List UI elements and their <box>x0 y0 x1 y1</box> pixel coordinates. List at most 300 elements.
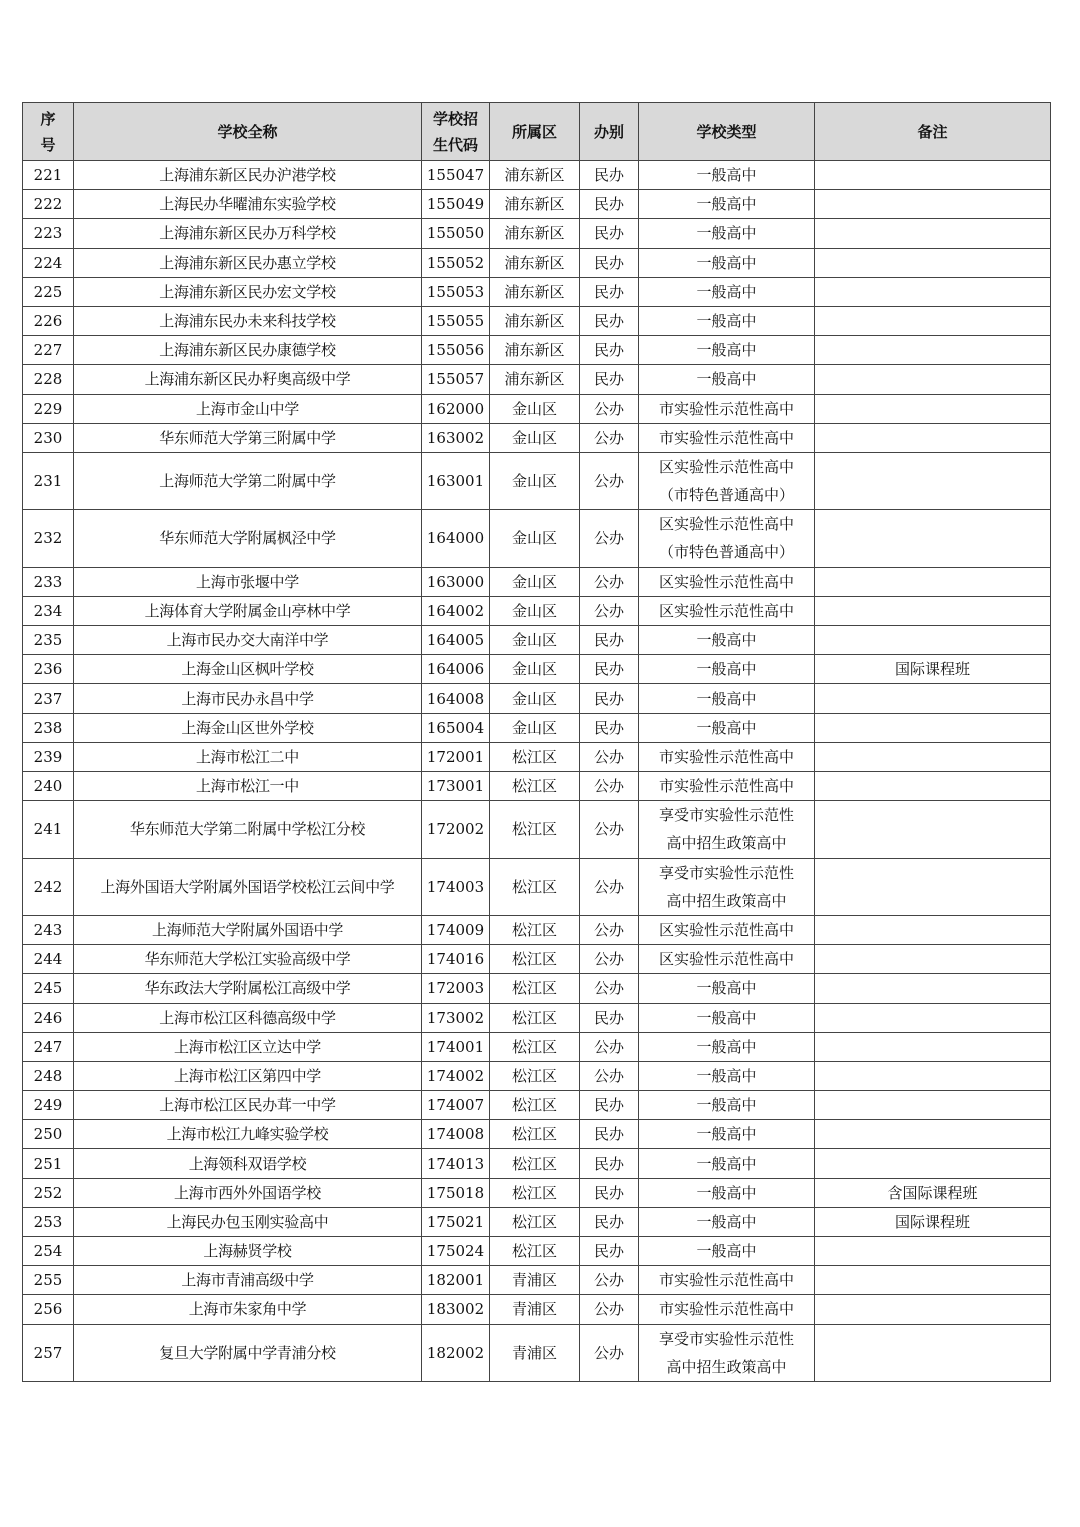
cell-seq: 243 <box>23 915 74 944</box>
cell-district: 松江区 <box>490 915 580 944</box>
header-district: 所属区 <box>490 103 580 161</box>
cell-type: 享受市实验性示范性 高中招生政策高中 <box>639 801 815 858</box>
cell-seq: 232 <box>23 510 74 567</box>
cell-district: 浦东新区 <box>490 277 580 306</box>
cell-ownership: 公办 <box>580 423 639 452</box>
cell-note <box>815 1091 1051 1120</box>
cell-note <box>815 452 1051 509</box>
cell-seq: 256 <box>23 1295 74 1324</box>
cell-district: 松江区 <box>490 1237 580 1266</box>
cell-seq: 221 <box>23 161 74 190</box>
cell-name: 上海师范大学第二附属中学 <box>74 452 422 509</box>
cell-code: 155047 <box>422 161 490 190</box>
cell-type: 区实验性示范性高中 <box>639 915 815 944</box>
cell-seq: 244 <box>23 945 74 974</box>
cell-note <box>815 1295 1051 1324</box>
table-row <box>23 510 1051 567</box>
cell-code: 182002 <box>422 1324 490 1381</box>
cell-seq: 223 <box>23 219 74 248</box>
cell-type: 区实验性示范性高中 <box>639 945 815 974</box>
cell-note <box>815 801 1051 858</box>
cell-seq: 254 <box>23 1237 74 1266</box>
cell-code: 174007 <box>422 1091 490 1120</box>
cell-note <box>815 1149 1051 1178</box>
cell-district: 松江区 <box>490 1061 580 1090</box>
cell-ownership: 民办 <box>580 190 639 219</box>
table-row <box>23 1120 1051 1149</box>
cell-code: 164002 <box>422 596 490 625</box>
cell-ownership: 公办 <box>580 1061 639 1090</box>
cell-type: 一般高中 <box>639 306 815 335</box>
cell-district: 松江区 <box>490 1120 580 1149</box>
cell-seq: 229 <box>23 394 74 423</box>
table-row <box>23 801 1051 858</box>
cell-seq: 248 <box>23 1061 74 1090</box>
cell-note <box>815 974 1051 1003</box>
cell-note <box>815 713 1051 742</box>
cell-note <box>815 684 1051 713</box>
cell-seq: 245 <box>23 974 74 1003</box>
cell-name: 华东师范大学第三附属中学 <box>74 423 422 452</box>
cell-type: 享受市实验性示范性 高中招生政策高中 <box>639 858 815 915</box>
school-table <box>22 102 1051 1382</box>
cell-name: 上海市松江二中 <box>74 742 422 771</box>
cell-note <box>815 306 1051 335</box>
cell-seq: 231 <box>23 452 74 509</box>
cell-seq: 249 <box>23 1091 74 1120</box>
table-row <box>23 219 1051 248</box>
cell-district: 金山区 <box>490 510 580 567</box>
cell-name: 上海师范大学附属外国语中学 <box>74 915 422 944</box>
cell-seq: 247 <box>23 1032 74 1061</box>
cell-type: 市实验性示范性高中 <box>639 423 815 452</box>
cell-seq: 230 <box>23 423 74 452</box>
table-row <box>23 1207 1051 1236</box>
cell-name: 上海市松江九峰实验学校 <box>74 1120 422 1149</box>
cell-ownership: 民办 <box>580 336 639 365</box>
cell-seq: 225 <box>23 277 74 306</box>
cell-note: 含国际课程班 <box>815 1178 1051 1207</box>
table-row <box>23 771 1051 800</box>
cell-note: 国际课程班 <box>815 655 1051 684</box>
cell-name: 上海浦东新区民办康德学校 <box>74 336 422 365</box>
table-row <box>23 1237 1051 1266</box>
cell-district: 松江区 <box>490 945 580 974</box>
cell-note <box>815 1032 1051 1061</box>
cell-district: 青浦区 <box>490 1266 580 1295</box>
cell-district: 浦东新区 <box>490 306 580 335</box>
cell-district: 松江区 <box>490 858 580 915</box>
cell-name: 上海市民办交大南洋中学 <box>74 626 422 655</box>
table-row <box>23 423 1051 452</box>
cell-ownership: 民办 <box>580 248 639 277</box>
cell-name: 华东师范大学附属枫泾中学 <box>74 510 422 567</box>
cell-name: 上海市松江区第四中学 <box>74 1061 422 1090</box>
cell-code: 155053 <box>422 277 490 306</box>
cell-seq: 242 <box>23 858 74 915</box>
cell-note <box>815 596 1051 625</box>
header-code: 学校招 生代码 <box>422 103 490 161</box>
cell-name: 上海金山区枫叶学校 <box>74 655 422 684</box>
cell-district: 松江区 <box>490 1091 580 1120</box>
table-row <box>23 365 1051 394</box>
cell-type: 一般高中 <box>639 1149 815 1178</box>
cell-district: 浦东新区 <box>490 336 580 365</box>
cell-code: 172001 <box>422 742 490 771</box>
cell-note <box>815 423 1051 452</box>
cell-code: 175024 <box>422 1237 490 1266</box>
cell-code: 155052 <box>422 248 490 277</box>
cell-seq: 241 <box>23 801 74 858</box>
cell-ownership: 公办 <box>580 510 639 567</box>
cell-note <box>815 1003 1051 1032</box>
cell-ownership: 民办 <box>580 1207 639 1236</box>
cell-name: 上海市松江区科德高级中学 <box>74 1003 422 1032</box>
cell-name: 上海市民办永昌中学 <box>74 684 422 713</box>
table-row <box>23 336 1051 365</box>
cell-type: 区实验性示范性高中 （市特色普通高中） <box>639 510 815 567</box>
cell-ownership: 公办 <box>580 801 639 858</box>
cell-ownership: 公办 <box>580 974 639 1003</box>
cell-note <box>815 1324 1051 1381</box>
cell-note <box>815 915 1051 944</box>
cell-code: 172003 <box>422 974 490 1003</box>
cell-seq: 252 <box>23 1178 74 1207</box>
cell-ownership: 公办 <box>580 858 639 915</box>
cell-district: 松江区 <box>490 1207 580 1236</box>
cell-seq: 239 <box>23 742 74 771</box>
cell-name: 上海市青浦高级中学 <box>74 1266 422 1295</box>
cell-type: 享受市实验性示范性 高中招生政策高中 <box>639 1324 815 1381</box>
cell-ownership: 民办 <box>580 306 639 335</box>
cell-name: 华东师范大学松江实验高级中学 <box>74 945 422 974</box>
cell-code: 164006 <box>422 655 490 684</box>
cell-district: 松江区 <box>490 1032 580 1061</box>
table-row <box>23 394 1051 423</box>
cell-ownership: 公办 <box>580 452 639 509</box>
cell-type: 市实验性示范性高中 <box>639 742 815 771</box>
cell-note <box>815 190 1051 219</box>
table-row <box>23 945 1051 974</box>
cell-name: 上海浦东新区民办惠立学校 <box>74 248 422 277</box>
cell-type: 市实验性示范性高中 <box>639 1295 815 1324</box>
cell-ownership: 公办 <box>580 771 639 800</box>
cell-code: 174003 <box>422 858 490 915</box>
cell-type: 一般高中 <box>639 684 815 713</box>
cell-district: 金山区 <box>490 684 580 713</box>
cell-name: 华东师范大学第二附属中学松江分校 <box>74 801 422 858</box>
cell-code: 174013 <box>422 1149 490 1178</box>
cell-code: 155056 <box>422 336 490 365</box>
cell-note <box>815 742 1051 771</box>
cell-district: 金山区 <box>490 626 580 655</box>
cell-ownership: 民办 <box>580 1003 639 1032</box>
table-row <box>23 277 1051 306</box>
cell-name: 上海浦东新区民办籽奥高级中学 <box>74 365 422 394</box>
cell-type: 一般高中 <box>639 1178 815 1207</box>
cell-seq: 235 <box>23 626 74 655</box>
cell-name: 上海市西外外国语学校 <box>74 1178 422 1207</box>
cell-ownership: 公办 <box>580 945 639 974</box>
cell-district: 金山区 <box>490 452 580 509</box>
table-row <box>23 974 1051 1003</box>
cell-ownership: 民办 <box>580 161 639 190</box>
table-body <box>23 161 1051 1382</box>
table-row <box>23 567 1051 596</box>
cell-district: 浦东新区 <box>490 248 580 277</box>
cell-note <box>815 1061 1051 1090</box>
table-row <box>23 1032 1051 1061</box>
cell-type: 一般高中 <box>639 1032 815 1061</box>
table-row <box>23 190 1051 219</box>
cell-district: 松江区 <box>490 1178 580 1207</box>
cell-district: 金山区 <box>490 596 580 625</box>
cell-type: 一般高中 <box>639 626 815 655</box>
cell-ownership: 公办 <box>580 742 639 771</box>
cell-note <box>815 248 1051 277</box>
table-row <box>23 306 1051 335</box>
cell-code: 155049 <box>422 190 490 219</box>
header-type: 学校类型 <box>639 103 815 161</box>
cell-type: 一般高中 <box>639 365 815 394</box>
cell-type: 一般高中 <box>639 1061 815 1090</box>
cell-district: 松江区 <box>490 771 580 800</box>
cell-ownership: 民办 <box>580 365 639 394</box>
cell-ownership: 公办 <box>580 915 639 944</box>
cell-district: 松江区 <box>490 742 580 771</box>
cell-ownership: 民办 <box>580 684 639 713</box>
header-name: 学校全称 <box>74 103 422 161</box>
cell-ownership: 民办 <box>580 1237 639 1266</box>
cell-ownership: 民办 <box>580 219 639 248</box>
cell-code: 174002 <box>422 1061 490 1090</box>
cell-code: 174008 <box>422 1120 490 1149</box>
cell-name: 华东政法大学附属松江高级中学 <box>74 974 422 1003</box>
header-note: 备注 <box>815 103 1051 161</box>
cell-district: 松江区 <box>490 801 580 858</box>
cell-ownership: 民办 <box>580 1178 639 1207</box>
cell-type: 一般高中 <box>639 161 815 190</box>
cell-name: 上海民办华曜浦东实验学校 <box>74 190 422 219</box>
table-row <box>23 713 1051 742</box>
cell-type: 一般高中 <box>639 1091 815 1120</box>
cell-type: 一般高中 <box>639 190 815 219</box>
cell-note <box>815 161 1051 190</box>
cell-type: 一般高中 <box>639 1003 815 1032</box>
cell-type: 一般高中 <box>639 655 815 684</box>
cell-district: 青浦区 <box>490 1324 580 1381</box>
cell-type: 一般高中 <box>639 248 815 277</box>
cell-ownership: 公办 <box>580 394 639 423</box>
cell-name: 上海金山区世外学校 <box>74 713 422 742</box>
cell-name: 上海浦东新区民办沪港学校 <box>74 161 422 190</box>
cell-code: 164005 <box>422 626 490 655</box>
cell-name: 上海市张堰中学 <box>74 567 422 596</box>
cell-note <box>815 219 1051 248</box>
cell-name: 上海赫贤学校 <box>74 1237 422 1266</box>
cell-district: 松江区 <box>490 1003 580 1032</box>
cell-seq: 251 <box>23 1149 74 1178</box>
table-row <box>23 1295 1051 1324</box>
cell-seq: 240 <box>23 771 74 800</box>
cell-code: 173001 <box>422 771 490 800</box>
cell-seq: 250 <box>23 1120 74 1149</box>
cell-note <box>815 336 1051 365</box>
cell-code: 175021 <box>422 1207 490 1236</box>
cell-code: 155055 <box>422 306 490 335</box>
table-row <box>23 742 1051 771</box>
cell-district: 青浦区 <box>490 1295 580 1324</box>
cell-code: 182001 <box>422 1266 490 1295</box>
cell-code: 164000 <box>422 510 490 567</box>
cell-name: 上海浦东新区民办万科学校 <box>74 219 422 248</box>
cell-name: 上海浦东民办未来科技学校 <box>74 306 422 335</box>
cell-ownership: 民办 <box>580 626 639 655</box>
cell-note: 国际课程班 <box>815 1207 1051 1236</box>
cell-district: 金山区 <box>490 423 580 452</box>
cell-note <box>815 1237 1051 1266</box>
cell-code: 163000 <box>422 567 490 596</box>
header-ownership: 办别 <box>580 103 639 161</box>
cell-name: 上海市朱家角中学 <box>74 1295 422 1324</box>
cell-name: 上海市金山中学 <box>74 394 422 423</box>
cell-code: 174009 <box>422 915 490 944</box>
cell-seq: 228 <box>23 365 74 394</box>
table-row <box>23 1149 1051 1178</box>
cell-note <box>815 858 1051 915</box>
cell-code: 183002 <box>422 1295 490 1324</box>
cell-seq: 255 <box>23 1266 74 1295</box>
cell-note <box>815 1120 1051 1149</box>
cell-seq: 246 <box>23 1003 74 1032</box>
cell-seq: 237 <box>23 684 74 713</box>
cell-note <box>815 771 1051 800</box>
table-row <box>23 161 1051 190</box>
cell-ownership: 公办 <box>580 596 639 625</box>
cell-district: 金山区 <box>490 567 580 596</box>
cell-code: 174016 <box>422 945 490 974</box>
cell-seq: 253 <box>23 1207 74 1236</box>
table-row <box>23 452 1051 509</box>
cell-ownership: 民办 <box>580 1091 639 1120</box>
cell-seq: 226 <box>23 306 74 335</box>
cell-type: 市实验性示范性高中 <box>639 771 815 800</box>
cell-seq: 233 <box>23 567 74 596</box>
table-row <box>23 858 1051 915</box>
cell-district: 金山区 <box>490 655 580 684</box>
cell-code: 163002 <box>422 423 490 452</box>
cell-type: 一般高中 <box>639 713 815 742</box>
cell-type: 市实验性示范性高中 <box>639 394 815 423</box>
cell-note <box>815 945 1051 974</box>
cell-note <box>815 510 1051 567</box>
cell-note <box>815 277 1051 306</box>
cell-seq: 236 <box>23 655 74 684</box>
cell-type: 市实验性示范性高中 <box>639 1266 815 1295</box>
cell-type: 一般高中 <box>639 974 815 1003</box>
table-row <box>23 596 1051 625</box>
cell-ownership: 民办 <box>580 655 639 684</box>
cell-ownership: 公办 <box>580 1324 639 1381</box>
cell-code: 162000 <box>422 394 490 423</box>
cell-code: 155050 <box>422 219 490 248</box>
cell-name: 上海市松江一中 <box>74 771 422 800</box>
cell-district: 浦东新区 <box>490 219 580 248</box>
table-row <box>23 915 1051 944</box>
cell-ownership: 公办 <box>580 1266 639 1295</box>
cell-type: 一般高中 <box>639 277 815 306</box>
cell-district: 松江区 <box>490 974 580 1003</box>
cell-seq: 224 <box>23 248 74 277</box>
cell-code: 174001 <box>422 1032 490 1061</box>
cell-code: 155057 <box>422 365 490 394</box>
cell-name: 上海市松江区民办茸一中学 <box>74 1091 422 1120</box>
cell-district: 松江区 <box>490 1149 580 1178</box>
table-row <box>23 684 1051 713</box>
table-row <box>23 655 1051 684</box>
table-row <box>23 248 1051 277</box>
cell-ownership: 民办 <box>580 1120 639 1149</box>
cell-type: 区实验性示范性高中 <box>639 596 815 625</box>
cell-type: 一般高中 <box>639 1237 815 1266</box>
cell-name: 上海体育大学附属金山亭林中学 <box>74 596 422 625</box>
cell-type: 区实验性示范性高中 <box>639 567 815 596</box>
table-row <box>23 1178 1051 1207</box>
cell-ownership: 民办 <box>580 277 639 306</box>
table-row <box>23 1003 1051 1032</box>
cell-type: 一般高中 <box>639 336 815 365</box>
table-row <box>23 626 1051 655</box>
cell-code: 164008 <box>422 684 490 713</box>
table-row <box>23 1266 1051 1295</box>
cell-name: 上海外国语大学附属外国语学校松江云间中学 <box>74 858 422 915</box>
cell-seq: 238 <box>23 713 74 742</box>
cell-name: 上海民办包玉刚实验高中 <box>74 1207 422 1236</box>
cell-name: 上海市松江区立达中学 <box>74 1032 422 1061</box>
cell-ownership: 民办 <box>580 1149 639 1178</box>
cell-type: 区实验性示范性高中 （市特色普通高中） <box>639 452 815 509</box>
cell-seq: 227 <box>23 336 74 365</box>
cell-seq: 257 <box>23 1324 74 1381</box>
cell-code: 175018 <box>422 1178 490 1207</box>
cell-note <box>815 567 1051 596</box>
cell-code: 163001 <box>422 452 490 509</box>
cell-type: 一般高中 <box>639 219 815 248</box>
cell-note <box>815 394 1051 423</box>
cell-seq: 222 <box>23 190 74 219</box>
cell-type: 一般高中 <box>639 1207 815 1236</box>
table-row <box>23 1061 1051 1090</box>
cell-code: 173002 <box>422 1003 490 1032</box>
cell-ownership: 民办 <box>580 713 639 742</box>
cell-district: 浦东新区 <box>490 365 580 394</box>
cell-code: 165004 <box>422 713 490 742</box>
cell-type: 一般高中 <box>639 1120 815 1149</box>
cell-district: 浦东新区 <box>490 161 580 190</box>
cell-code: 172002 <box>422 801 490 858</box>
cell-district: 浦东新区 <box>490 190 580 219</box>
cell-ownership: 公办 <box>580 567 639 596</box>
cell-note <box>815 626 1051 655</box>
cell-ownership: 公办 <box>580 1032 639 1061</box>
cell-ownership: 公办 <box>580 1295 639 1324</box>
cell-name: 上海领科双语学校 <box>74 1149 422 1178</box>
cell-name: 复旦大学附属中学青浦分校 <box>74 1324 422 1381</box>
table-header <box>23 103 1051 161</box>
header-seq: 序 号 <box>23 103 74 161</box>
cell-note <box>815 1266 1051 1295</box>
cell-district: 金山区 <box>490 713 580 742</box>
